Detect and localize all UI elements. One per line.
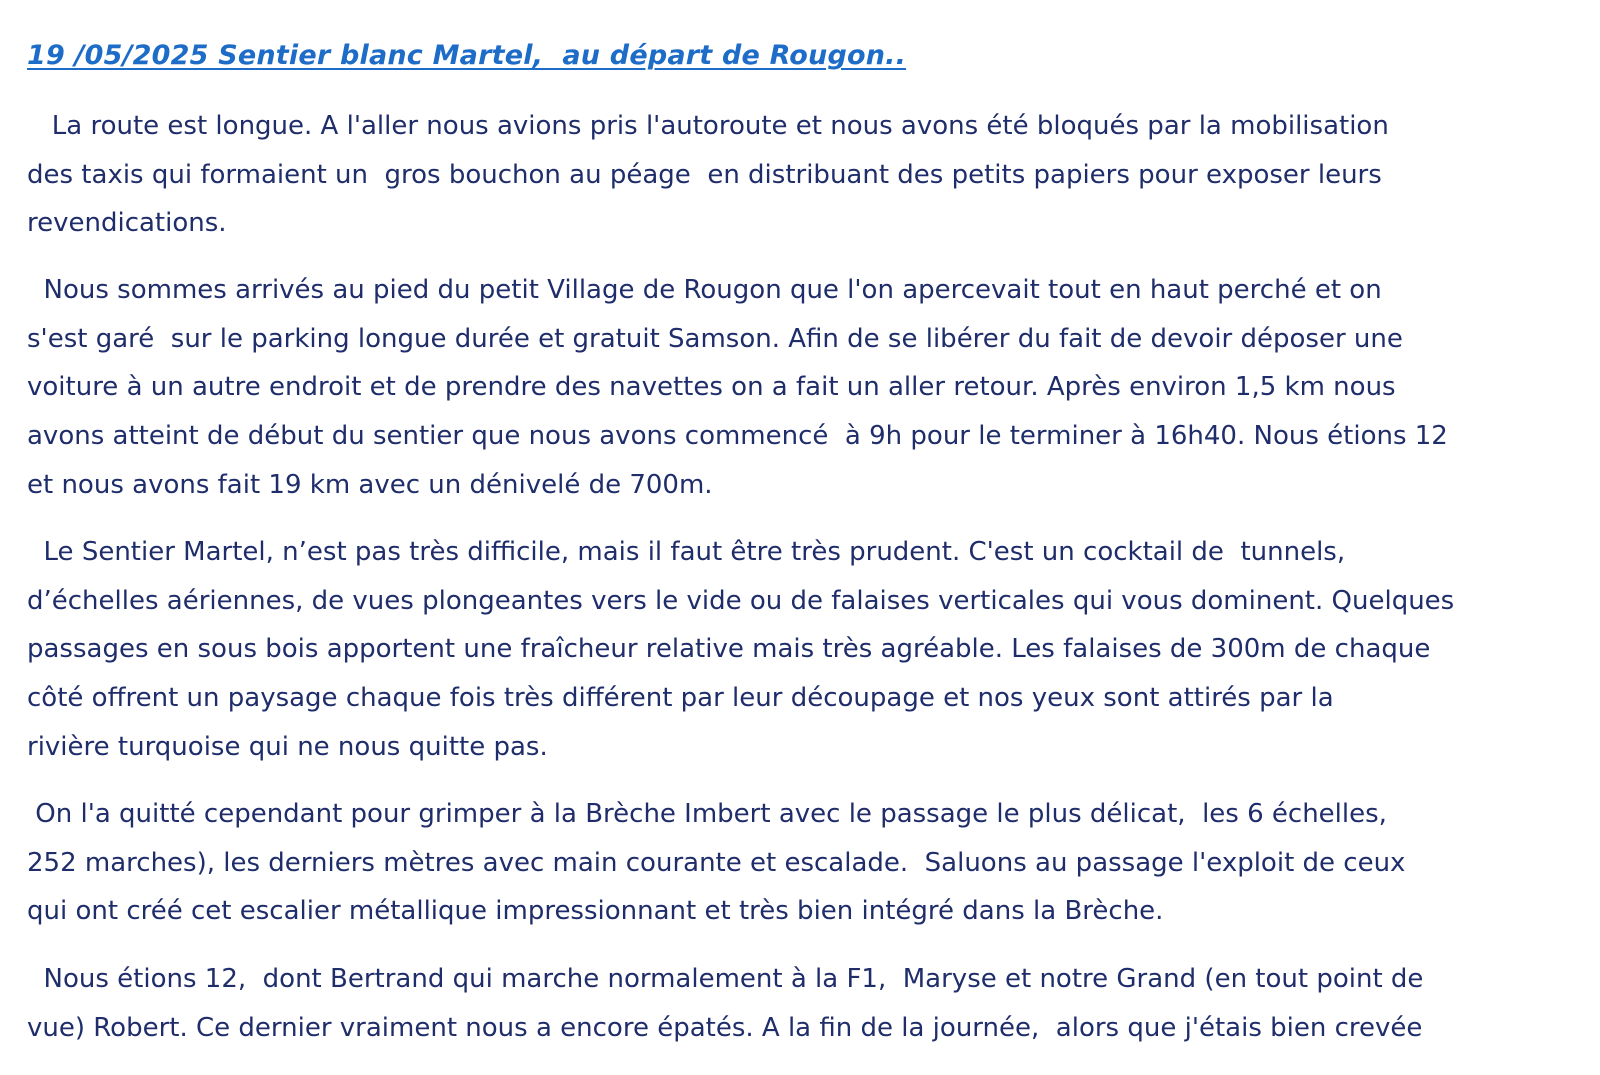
paragraph-line: avons atteint de début du sentier que nous avons commencé à 9h pour le terminer à 16h40. Nous étions 12 [27,421,1448,452]
paragraph-line: On l'a quitté cependant pour grimper à la Brèche Imbert avec le passage le plus délicat, les 6 échelles, [27,799,1387,829]
paragraph-sentier [27,528,1572,771]
paragraph-line: Nous sommes arrivés au pied du petit Village de Rougon que l'on apercevait tout en haut perché et on [27,275,1382,305]
paragraph-line: Le Sentier Martel, n’est pas très difficile, mais il faut être très prudent. C'est un cocktail de tunnels, [27,537,1346,567]
paragraph-breche [27,790,1572,936]
paragraph-line: côté offrent un paysage chaque fois très différent par leur découpage et nos yeux sont attirés par la [27,683,1334,714]
paragraph-line: d’échelles aériennes, de vues plongeantes vers le vide ou de falaises verticales qui vous dominent. Quelques [27,585,1455,616]
paragraph-group [27,955,1572,1052]
paragraph-line: et nous avons fait 19 km avec un dénivelé de 700m. [27,469,713,500]
paragraph-line: passages en sous bois apportent une fraîcheur relative mais très agréable. Les falaises de 300m de chaque [27,634,1431,665]
paragraph-route [27,102,1572,248]
paragraph-line: La route est longue. A l'aller nous avions pris l'autoroute et nous avons été bloqués par la mobilisation [27,111,1389,141]
paragraph-line: revendications. [27,208,227,239]
document-title: 19 /05/2025 Sentier blanc Martel, au départ de Rougon.. [27,40,907,71]
paragraph-line: rivière turquoise qui ne nous quitte pas. [27,731,548,762]
paragraph-arrival [27,266,1572,509]
paragraph-line: s'est garé sur le parking longue durée et gratuit Samson. Afin de se libérer du fait de devoir déposer une [27,323,1403,354]
paragraph-line: Nous étions 12, dont Bertrand qui marche normalement à la F1, Maryse et notre Grand (en tout point de [27,964,1424,994]
paragraph-line: vue) Robert. Ce dernier vraiment nous a encore épatés. A la fin de la journée, alors que j'étais bien crevée [27,1012,1423,1043]
paragraph-line: voiture à un autre endroit et de prendre des navettes on a fait un aller retour. Après environ 1,5 km nous [27,372,1396,403]
paragraph-line: 252 marches), les derniers mètres avec main courante et escalade. Saluons au passage l'exploit de ceux [27,847,1406,878]
paragraph-line: qui ont créé cet escalier métallique impressionnant et très bien intégré dans la Brèche. [27,896,1164,927]
paragraph-line: des taxis qui formaient un gros bouchon au péage en distribuant des petits papiers pour exposer leurs [27,159,1382,190]
